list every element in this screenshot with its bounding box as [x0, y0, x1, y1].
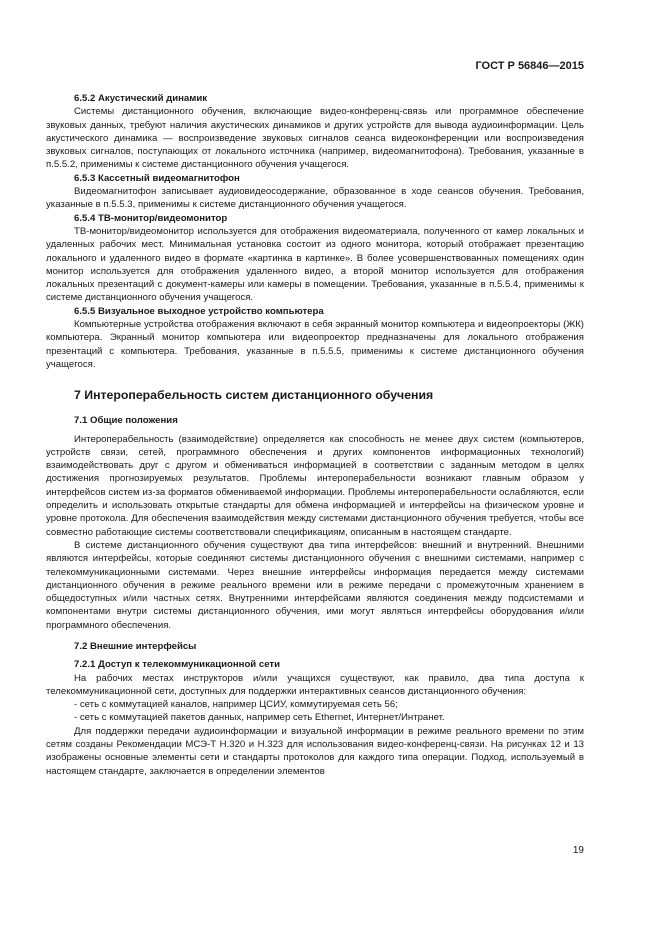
- heading-6-5-3: 6.5.3 Кассетный видеомагнитофон: [74, 172, 240, 184]
- list-item: - сеть с коммутацией пакетов данных, например сеть Ethernet, Интернет/Интранет.: [74, 712, 445, 724]
- heading-6-5-5: 6.5.5 Визуальное выходное устройство компьютера: [74, 305, 324, 317]
- paragraph: Системы дистанционного обучения, включающие видео-конференц-связь или программное обеспечение звуковых данных, требуют наличия акустических динамиков и других устройств для вывода аудиоинформации. Цель акустического динамика — воспроизведение звуковых сигналов сеанса видеоконференции или воспроизведения звуковых сигналов, поступающих от локального источника (например, видеомагнитофона). Требования, указанные в п.5.5.2, применимы к системе дистанционного обучения учащегося.: [46, 106, 584, 171]
- paragraph: Для поддержки передачи аудиоинформации и визуальной информации в режиме реального времени по этим сетям созданы Рекомендации МСЭ-Т Н.320 и Н.323 для использования видео-конференц-связи. На рисунках 12 и 13 изображены основные элементы сети и стандарты протоколов для каждого типа операции. Подход, используемый в настоящем стандарте, заключается в определении элементов: [46, 725, 584, 777]
- heading-7-2: 7.2 Внешние интерфейсы: [74, 640, 197, 652]
- paragraph: В системе дистанционного обучения существуют два типа интерфейсов: внешний и внутренний. Внешними являются интерфейсы, которые соединяют системы дистанционного обучения с внешними системами, например с телекоммуникационными системами. Через внешние интерфейсы информация передается между системами дистанционного обучения в режиме реального времени или в режиме передачи с промежуточным хранением в общедоступных и/или частных сетях. Внутренними интерфейсами являются соединения между подсистемами и компонентами внутри системы дистанционного обучения, ими могут являться интерфейсы оборудования и/или программного обеспечения.: [46, 539, 584, 631]
- heading-7-2-1: 7.2.1 Доступ к телекоммуникационной сети: [74, 659, 281, 671]
- paragraph: На рабочих местах инструкторов и/или учащихся существуют, как правило, два типа доступа к телекоммуникационной сети, доступных для поддержки интерактивных сеансов дистанционного обучения:: [46, 672, 584, 697]
- heading-7-1: 7.1 Общие положения: [74, 415, 178, 427]
- paragraph: Компьютерные устройства отображения включают в себя экранный монитор компьютера и видеопроекторы (ЖК) компьютера. Экранный монитор компьютера или видеопроектор предназначены для локального отображения презентаций с компьютера. Требования, указанные в п.5.5.5, применимы к системе дистанционного обучения учащегося.: [46, 319, 584, 370]
- paragraph: Интероперабельность (взаимодействие) определяется как способность не менее двух систем (компьютеров, устройств связи, сетей, программного обеспечения и других компонентов информационных технологий) взаимодействовать друг с другом и обмениваться информацией в соответствии с заданным методом в целях достижения прогнозируемых результатов. Проблемы интероперабельности возникают главным образом у интерфейсов систем из-за форматов обмениваемой информации. Проблемы интероперабельности ослабляются, если определить и использовать открытые стандарты для обмена информацией и интерфейсы на физическом уровне и уровне протокола. Для обеспечения взаимодействия между системами дистанционного обучения требуется, чтобы все совместно работающие системы соответствовали спецификациям, описанным в настоящем стандарте.: [46, 433, 584, 538]
- page-number: 19: [572, 845, 584, 856]
- paragraph: ТВ-монитор/видеомонитор используется для отображения видеоматериала, полученного от камер локальных и удаленных рабочих мест. Минимальная установка состоит из одного монитора, который отображает презентацию локального и удаленного видео в формате «картинка в картинке». В более усовершенствованных помещениях один монитор используется для отображения удаленного видео, а второй монитор используется для отображения локальных презентаций с документ-камеры или камеры в помещении. Требования, указанные в п.5.5.4, применимы к системе дистанционного обучения учащегося.: [46, 225, 584, 304]
- list-item: - сеть с коммутацией каналов, например ЦСИУ, коммутируемая сеть 56;: [74, 699, 398, 711]
- standard-code: ГОСТ Р 56846—2015: [475, 60, 584, 72]
- heading-section-7: 7 Интероперабельность систем дистанционного обучения: [74, 388, 434, 403]
- heading-6-5-4: 6.5.4 ТВ-монитор/видеомонитор: [74, 212, 228, 224]
- paragraph: Видеомагнитофон записывает аудиовидеосодержание, образованное в ходе сеансов обучения. Требования, указанные в п.5.5.3, применимы к системе дистанционного обучения учащегося.: [46, 186, 584, 211]
- document-body: [46, 92, 584, 778]
- heading-6-5-2: 6.5.2 Акустический динамик: [74, 93, 208, 104]
